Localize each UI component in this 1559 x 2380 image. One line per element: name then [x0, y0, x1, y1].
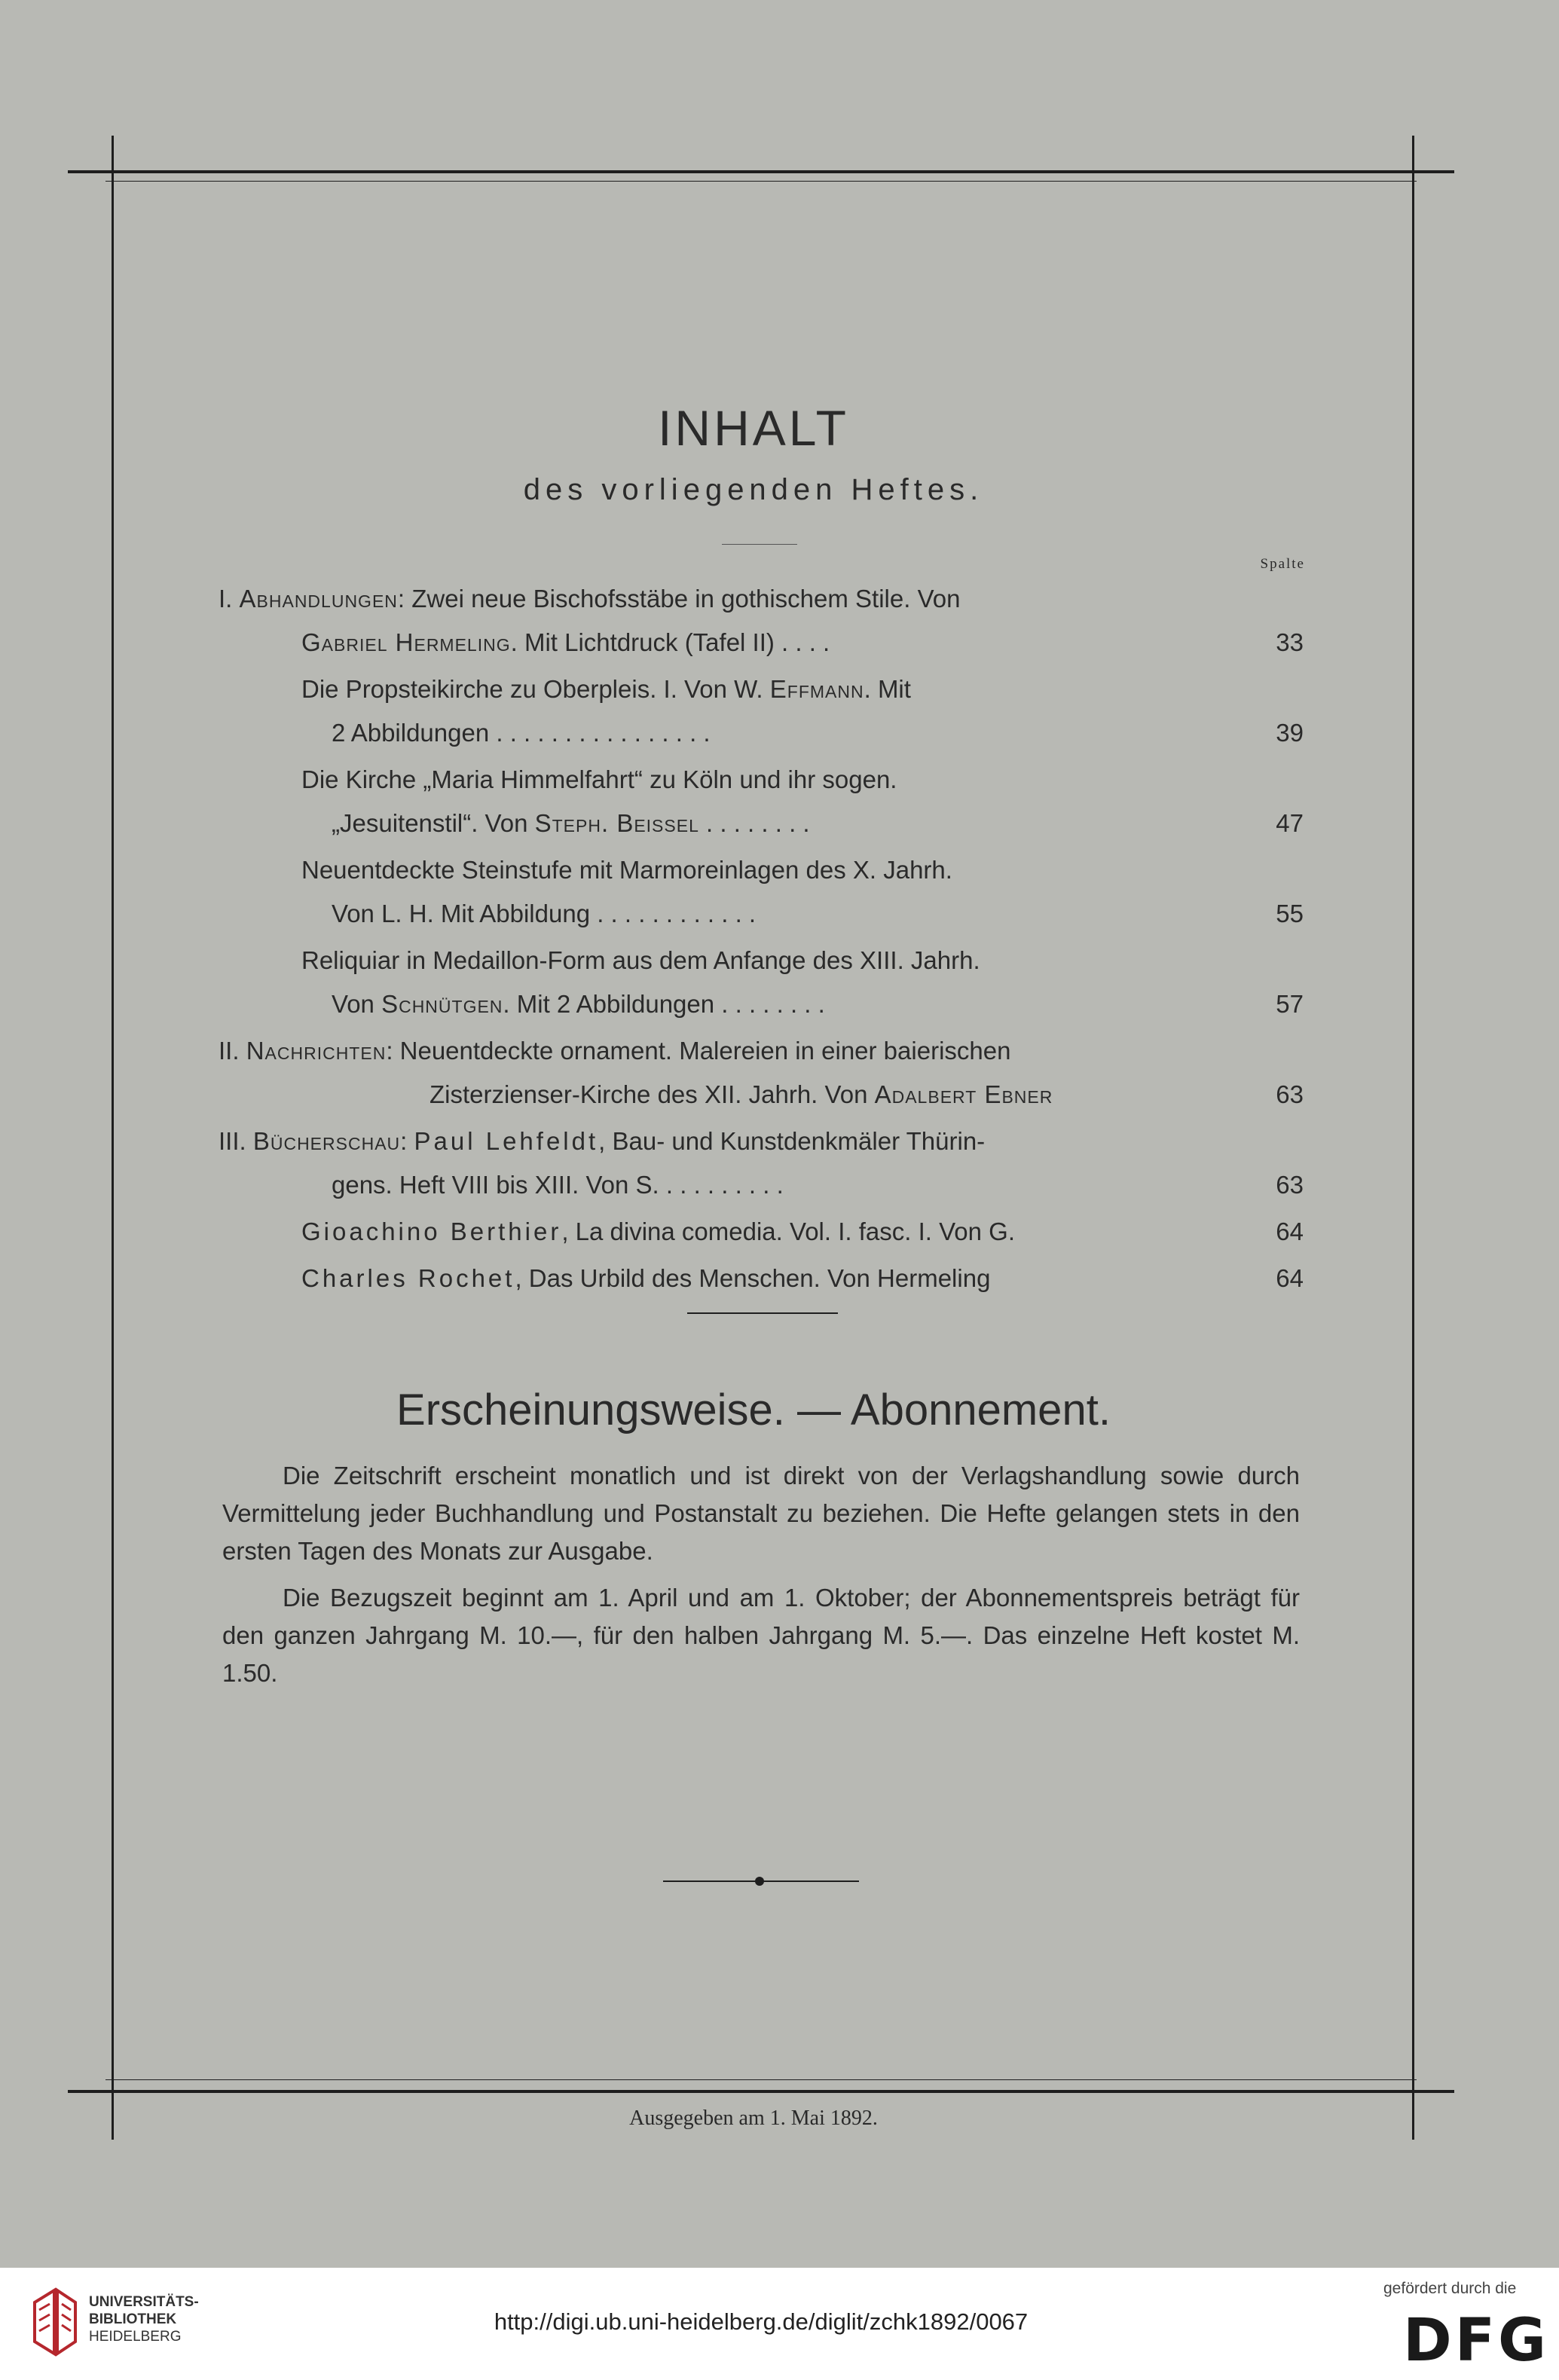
frame-top-rule [68, 170, 1454, 173]
toc-text: : Zwei neue Bischofsstäbe in gothischem Stile. Von [397, 585, 961, 613]
toc-line [219, 1029, 1304, 1073]
column-label: Spalte [1260, 556, 1305, 572]
toc-text: III. [219, 1127, 253, 1155]
toc-text: Gabriel Hermeling [301, 628, 511, 656]
toc-text: gens. Heft VIII bis XIII. Von S. . . . . . . . . . [332, 1171, 784, 1199]
frame-bottom-rule [68, 2090, 1454, 2093]
toc-text: : Neuentdeckte ornament. Malereien in einer baierischen [386, 1037, 1011, 1065]
toc-line [219, 758, 1304, 802]
frame-bottom-rule-thin [105, 2079, 1417, 2080]
ornament-center [755, 1877, 764, 1886]
page-title: INHALT [658, 400, 849, 456]
toc-line [219, 621, 1304, 665]
toc-line [219, 1120, 1304, 1163]
toc-text: Abhandlungen [239, 585, 398, 613]
toc-text: . Mit Lichtdruck (Tafel II) . . . . [510, 628, 830, 656]
toc-line [219, 892, 1304, 936]
toc-text: II. [219, 1037, 246, 1065]
toc-page-number: 64 [1276, 1217, 1304, 1245]
toc-text: Gioachino Berthier [301, 1217, 562, 1245]
toc-line [219, 848, 1304, 892]
toc-entry [219, 1120, 1304, 1207]
toc-text: Reliquiar in Medaillon-Form aus dem Anfange des XIII. Jahrh. [301, 946, 980, 974]
toc-text: Effmann [769, 675, 864, 703]
toc-line [219, 1210, 1304, 1254]
funded-by-label: gefördert durch die [1383, 2280, 1517, 2297]
toc-text: . Mit 2 Abbildungen . . . . . . . . [503, 990, 825, 1018]
toc-page-number: 39 [1276, 719, 1304, 747]
toc-text: Von [332, 990, 382, 1018]
toc-text: Die Kirche „Maria Himmelfahrt“ zu Köln und ihr sogen. [301, 765, 897, 793]
library-name-line2: BIBLIOTHEK [89, 2311, 177, 2327]
toc-text: , La divina comedia. Vol. I. fasc. I. Von G. [561, 1217, 1015, 1245]
page-subtitle: des vorliegenden Heftes. [523, 473, 984, 506]
abonnement-paragraph: Die Bezugszeit beginnt am 1. April und am 1. Oktober; der Abonnementspreis beträgt für den ganzen Jahrgang M. 10.—, für den halben Jahrgang M. 5.—. Das einzelne Heft kostet M. 1.50. [222, 1584, 1300, 1687]
toc-entry [219, 848, 1304, 936]
toc-text: „Jesuitenstil“. Von [332, 809, 535, 837]
toc-text: . Mit [864, 675, 911, 703]
toc-page-number: 63 [1276, 1171, 1304, 1199]
toc-entry [219, 939, 1304, 1026]
library-name-line3: HEIDELBERG [89, 2329, 182, 2345]
abonnement-paragraph: Die Zeitschrift erscheint monatlich und ist direkt von der Verlagshandlung sowie durch Vermittelung jeder Buchhandlung und Postanstalt zu beziehen. Die Hefte gelangen stets in den ersten Tagen des Monats zur Ausgabe. [222, 1462, 1300, 1565]
table-of-contents [219, 577, 1304, 1300]
toc-line [219, 802, 1304, 845]
toc-text: Paul Lehfeldt [414, 1127, 599, 1155]
toc-text: Charles Rochet [301, 1264, 515, 1292]
toc-page-number: 33 [1276, 628, 1304, 656]
abonnement-text [222, 1457, 1300, 1692]
toc-text: , Bau- und Kunstdenkmäler Thürin- [598, 1127, 986, 1155]
library-logo-icon [32, 2287, 78, 2357]
library-name-line1: UNIVERSITÄTS- [89, 2294, 199, 2310]
toc-text: Steph. Beissel [534, 809, 699, 837]
toc-line [219, 711, 1304, 755]
toc-page-number: 64 [1276, 1264, 1304, 1292]
frame-top-rule-thin [105, 181, 1417, 182]
toc-page-number: 63 [1276, 1080, 1304, 1108]
toc-text: Bücherschau [252, 1127, 401, 1155]
source-url-link[interactable]: http://digi.ub.uni-heidelberg.de/diglit/zchk1892/0067 [494, 2308, 1029, 2335]
toc-text: : [400, 1127, 414, 1155]
toc-line [219, 668, 1304, 711]
toc-entry [219, 668, 1304, 755]
toc-entry [219, 1029, 1304, 1117]
section-divider [687, 1312, 838, 1314]
toc-text: Adalbert Ebner [874, 1080, 1053, 1108]
toc-text: 2 Abbildungen . . . . . . . . . . . . . . . . [332, 719, 711, 747]
toc-entry [219, 1210, 1304, 1254]
toc-line [219, 1257, 1304, 1300]
toc-entry [219, 758, 1304, 845]
toc-text: Schnütgen [381, 990, 503, 1018]
toc-text: Neuentdeckte Steinstufe mit Marmoreinlagen des X. Jahrh. [301, 856, 952, 884]
toc-text: Von L. H. Mit Abbildung . . . . . . . . . . . . [332, 900, 757, 927]
toc-line [219, 1073, 1304, 1117]
toc-line [219, 982, 1304, 1026]
frame-left-rule [112, 136, 114, 2140]
toc-text: , Das Urbild des Menschen. Von Hermeling [515, 1264, 991, 1292]
toc-line [219, 577, 1304, 621]
toc-page-number: 57 [1276, 990, 1304, 1018]
toc-text: Die Propsteikirche zu Oberpleis. I. Von W. [301, 675, 770, 703]
toc-text: . . . . . . . . [698, 809, 810, 837]
title-divider [722, 544, 797, 545]
toc-text: Nachrichten [246, 1037, 387, 1065]
toc-entry [219, 1257, 1304, 1300]
toc-text: Zisterzienser-Kirche des XII. Jahrh. Von [429, 1080, 875, 1108]
library-name [89, 2293, 199, 2345]
toc-text: I. [219, 585, 240, 613]
abonnement-title: Erscheinungsweise. — Abonnement. [396, 1386, 1111, 1434]
frame-right-rule [1412, 136, 1414, 2140]
dfg-logo: DFG [1403, 2307, 1550, 2375]
toc-entry [219, 577, 1304, 665]
toc-page-number: 47 [1276, 809, 1304, 837]
toc-line [219, 1163, 1304, 1207]
issue-date: Ausgegeben am 1. Mai 1892. [629, 2107, 878, 2130]
toc-line [219, 939, 1304, 982]
toc-page-number: 55 [1276, 900, 1304, 927]
